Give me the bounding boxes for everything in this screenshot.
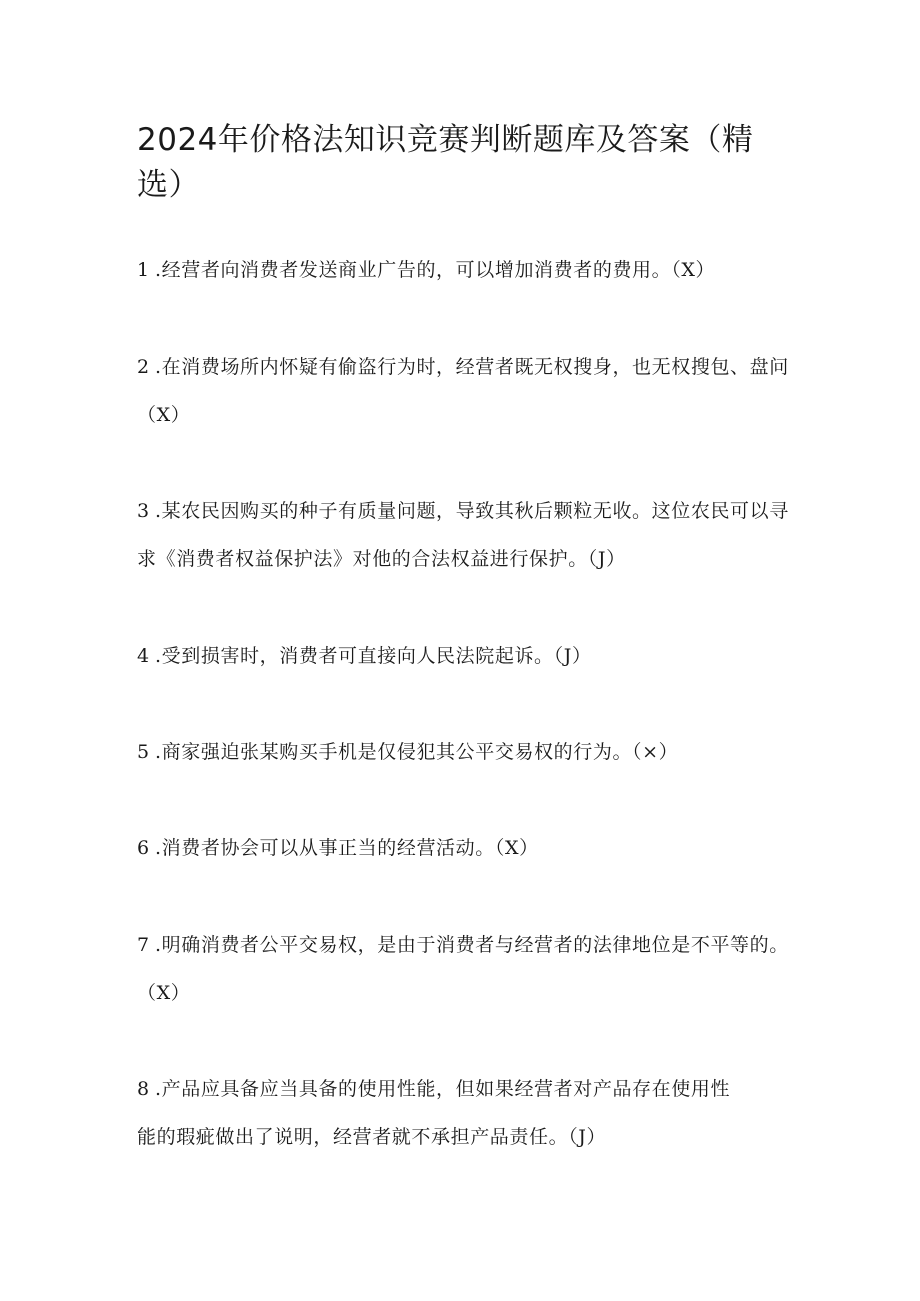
question-text: .产品应具备应当具备的使用性能，但如果经营者对产品存在使用性能的瑕疵做出了说明，经营者就不承担产品责任。（J）	[137, 1078, 731, 1148]
question-number: 2	[137, 356, 150, 378]
question-item-1	[137, 246, 797, 294]
document-title: 2024年价格法知识竞赛判断题库及答案（精选）	[137, 122, 754, 203]
question-item-7	[137, 921, 797, 1017]
question-number: 7	[137, 934, 150, 956]
question-item-4	[137, 632, 797, 680]
question-item-3	[137, 487, 797, 583]
question-text: .经营者向消费者发送商业广告的，可以增加消费者的费用。（X）	[155, 259, 716, 281]
question-item-8	[137, 1065, 737, 1161]
question-text: .消费者协会可以从事正当的经营活动。（X）	[155, 837, 539, 859]
question-number: 3	[137, 500, 150, 522]
question-number: 6	[137, 837, 150, 859]
question-number: 1	[137, 259, 150, 281]
question-text: .明确消费者公平交易权，是由于消费者与经营者的法律地位是不平等的。（X）	[137, 934, 789, 1004]
question-item-6	[137, 824, 797, 872]
question-text: .某农民因购买的种子有质量问题，导致其秋后颗粒无收。这位农民可以寻求《消费者权益保护法》对他的合法权益进行保护。（J）	[137, 500, 789, 570]
question-text: .受到损害时，消费者可直接向人民法院起诉。（J）	[155, 645, 592, 667]
question-item-5	[137, 728, 797, 776]
question-item-2	[137, 343, 797, 439]
question-number: 8	[137, 1078, 150, 1100]
question-text: .在消费场所内怀疑有偷盗行为时，经营者既无权搜身，也无权搜包、盘问（X）	[137, 356, 789, 426]
question-number: 5	[137, 741, 150, 763]
question-text: .商家强迫张某购买手机是仅侵犯其公平交易权的行为。（×）	[155, 741, 679, 763]
question-number: 4	[137, 645, 150, 667]
